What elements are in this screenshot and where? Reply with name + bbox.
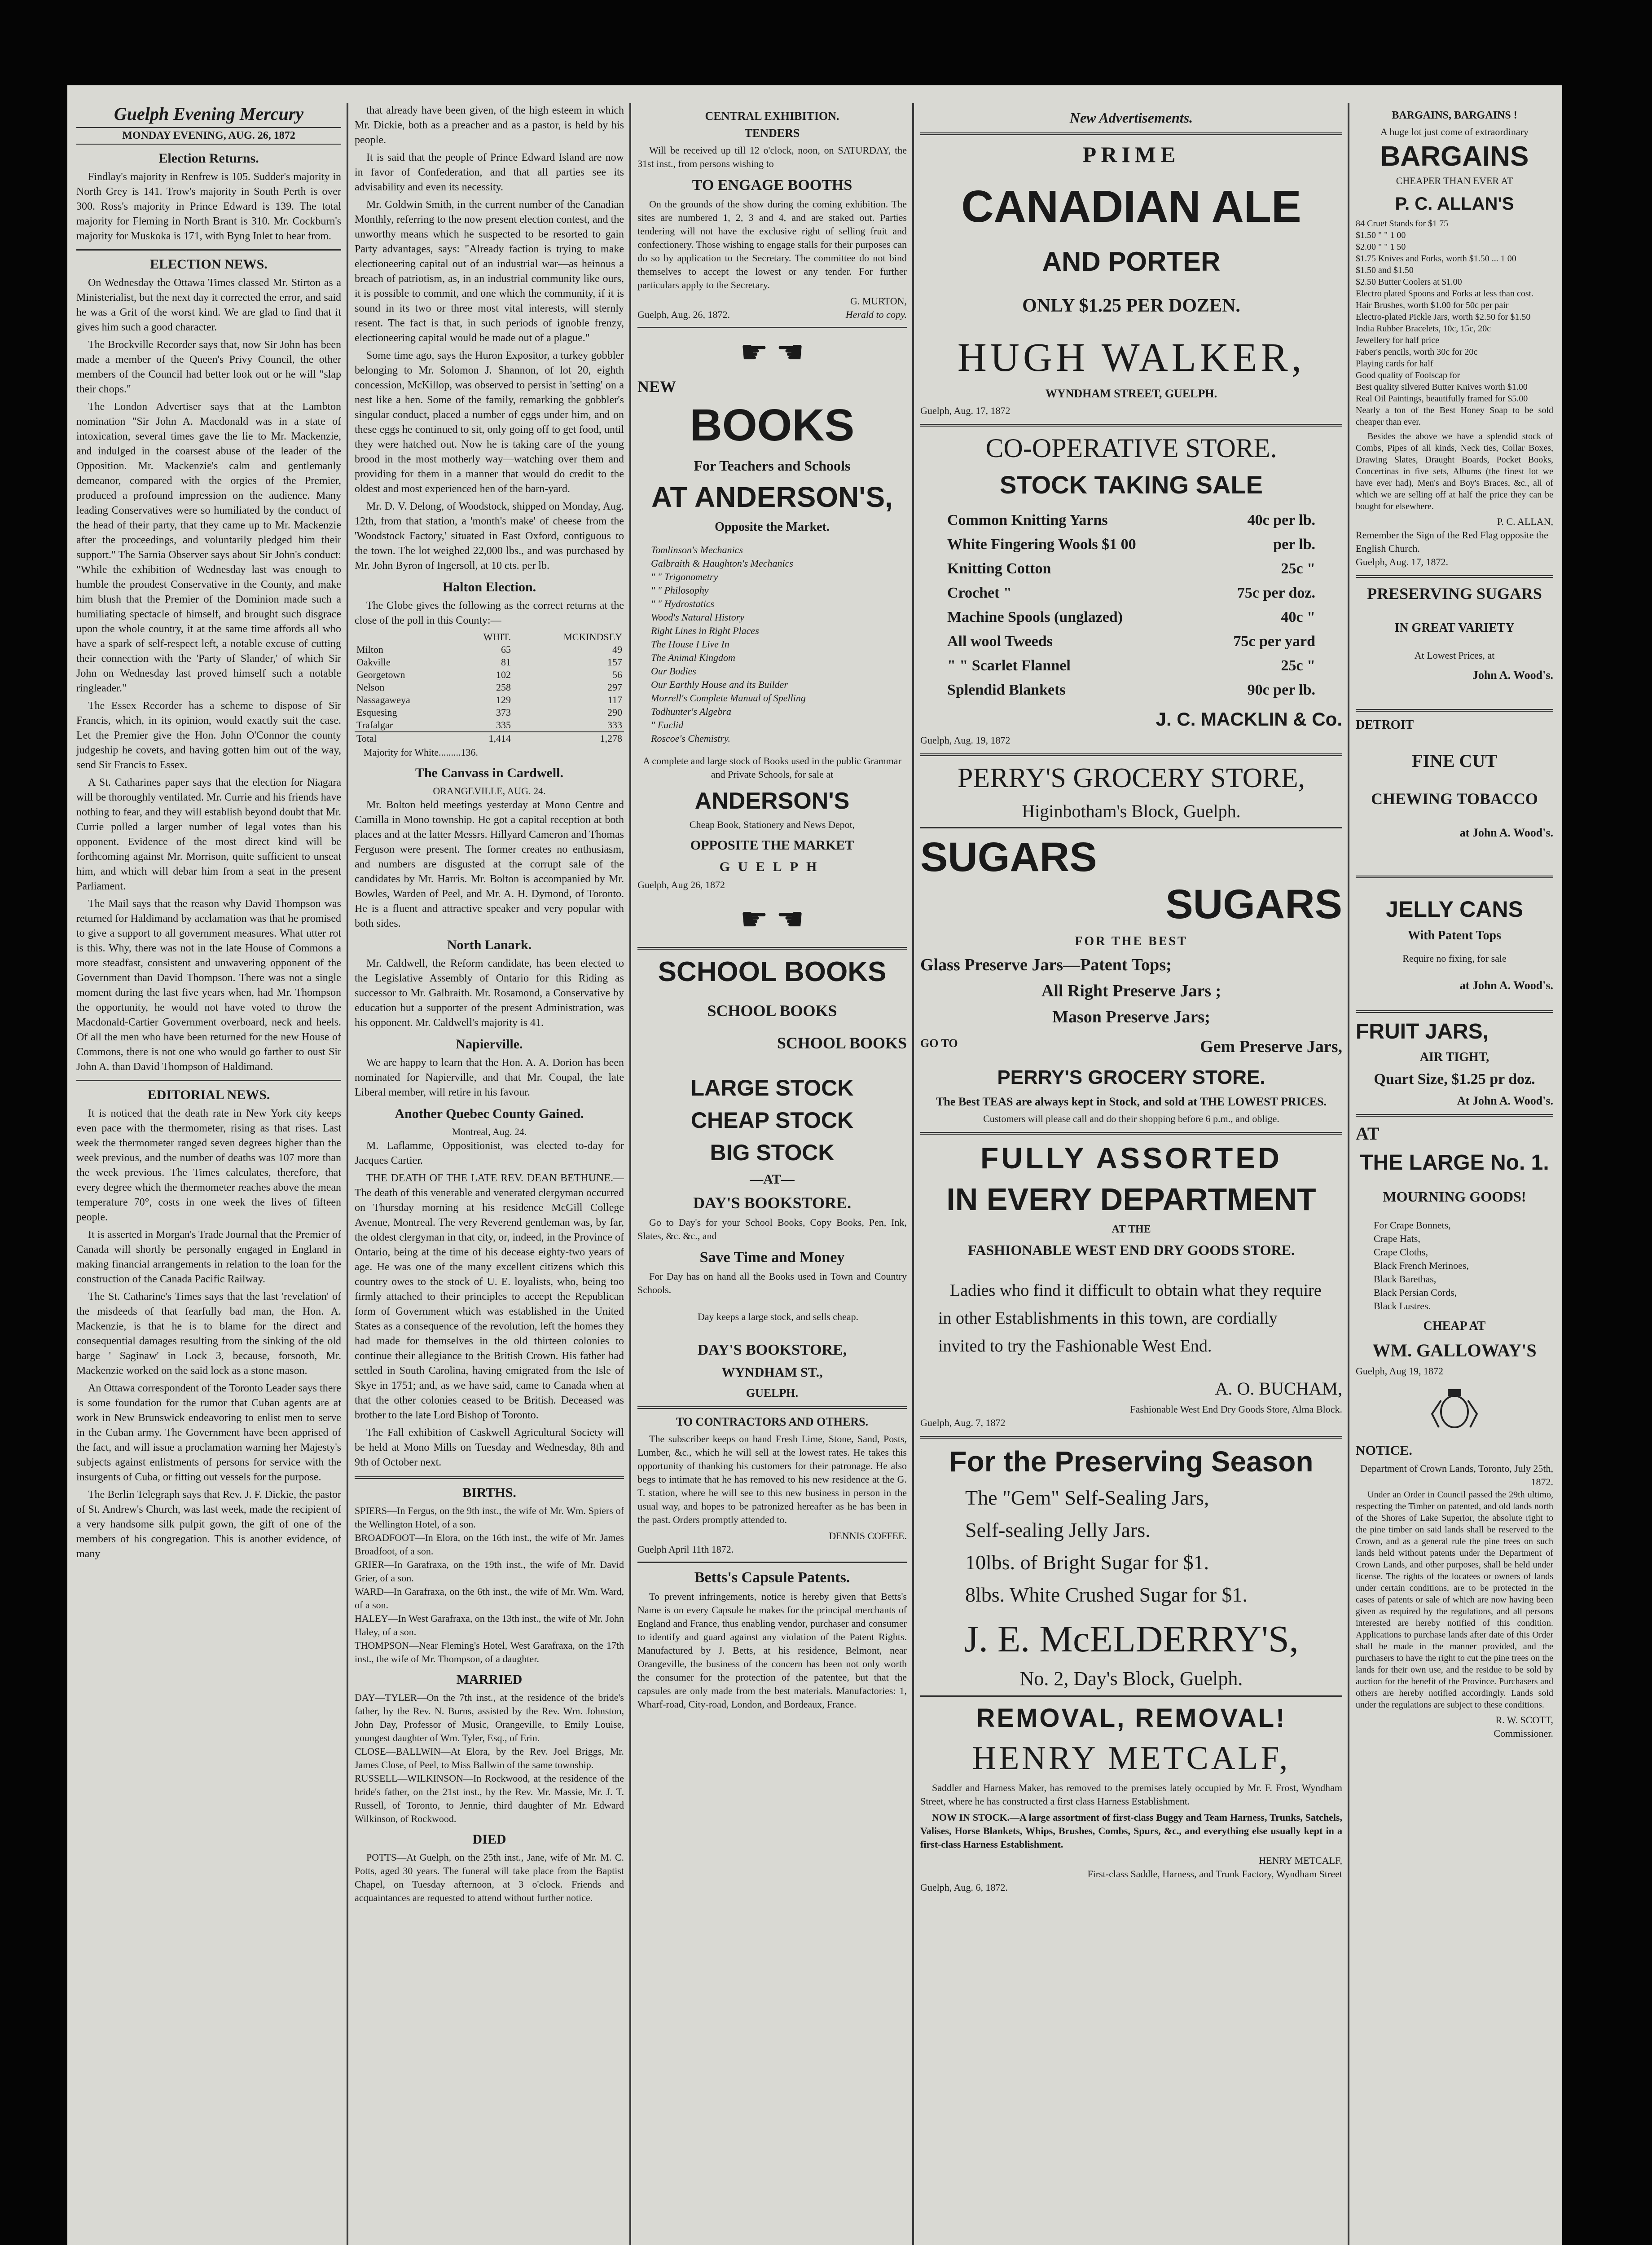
article-paragraph: It is noticed that the death rate in New York city keeps even pace with the thermometer, rising as that rises. Last week the thermometer ranged seven degrees higher than the week previous, and the number of deaths was 107 more than the week previous. The Times calculates, therefore, that every degree which the thermometer reaches above the mean temperature 70°, costs in one week the lives of fifteen people. [76, 1108, 341, 1223]
hand-icon: ☛ ☚ [740, 902, 804, 937]
table-cell: 333 [607, 719, 622, 731]
table-cell: 1,414 [488, 733, 511, 744]
great-variety: IN GREAT VARIETY [1394, 621, 1515, 635]
metcalf-address: First-class Saddle, Harness, and Trunk Factory, Wyndham Street [1087, 1868, 1342, 1880]
table-cell: 117 [607, 694, 622, 705]
table-row [355, 719, 624, 732]
sale-item-price: 75c per doz. [1237, 585, 1315, 601]
quart-size: Quart Size, $1.25 pr doz. [1374, 1071, 1535, 1087]
masthead-dateline: MONDAY EVENING, AUG. 26, 1872 [76, 127, 341, 145]
column-1 [76, 103, 341, 2245]
macklin-date: Guelph, Aug. 19, 1872 [920, 735, 1011, 746]
days-wyndham: WYNDHAM ST., [721, 1365, 823, 1380]
jars-line-2: All Right Preserve Jars ; [1041, 982, 1221, 1000]
chewing-tobacco: CHEWING TOBACCO [1371, 790, 1538, 808]
anderson-name: ANDERSON'S [694, 788, 850, 814]
contractors-text: The subscriber keeps on hand Fresh Lime, Stone, Sand, Posts, Lumber, &c., which he will sell at the lowest rates. He takes this opportunity of thanking his customers for their patronage. He also begs to intimate that he has removed to his new residence at the G. T. station, where he will see to this new business in person in the usual way, and hopes to be patronized hereafter as he has been in the past. Orders promptly attended to. [637, 1433, 907, 1525]
anderson-sub: Cheap Book, Stationery and News Depot, [689, 819, 855, 830]
sugars-2: SUGARS [1165, 881, 1342, 927]
sale-item [947, 557, 1315, 581]
large-stock: LARGE STOCK [690, 1075, 854, 1100]
fully-assorted: FULLY ASSORTED [980, 1141, 1282, 1175]
days-bookstore: DAY'S BOOKSTORE. [693, 1194, 852, 1212]
sale-item-price: 90c per lb. [1247, 682, 1315, 698]
column-rule [347, 103, 348, 2245]
sugars-1: SUGARS [920, 834, 1097, 880]
big-stock: BIG STOCK [710, 1140, 835, 1165]
article-paragraph: The Fall exhibition of Caskwell Agricultural Society will be held at Mono Mills on Tuesday and Wednesday, 8th and 9th of October next. [355, 1427, 624, 1468]
hugh-walker: HUGH WALKER, [957, 335, 1305, 380]
table-cell: 335 [496, 719, 511, 731]
article-paragraph: The Essex Recorder has a scheme to dispose of Sir Francis, which, in its opinion, would exactly suit the case. Let the Premier give the Hon. John O'Connor the county judgeship he covets, and having gotten him out of the way, send Sir Francis to Essex. [76, 700, 341, 771]
at-label: —AT— [750, 1172, 795, 1187]
newspaper-page [67, 85, 1562, 2245]
column-rule [912, 103, 914, 2245]
table-row [355, 643, 624, 656]
table-header: MCKINDSEY [563, 631, 622, 643]
go-to: GO TO [920, 1037, 958, 1050]
contractors-signature: DENNIS COFFEE. [829, 1530, 907, 1541]
for-the-best: FOR THE BEST [1075, 934, 1188, 948]
sale-item-name: Splendid Blankets [947, 682, 1066, 698]
masthead-title: Guelph Evening Mercury [114, 104, 304, 124]
books-subtitle: For Teachers and Schools [694, 458, 851, 474]
royal-arms-icon [1356, 1387, 1553, 1434]
exhibition-heading: CENTRAL EXHIBITION. [705, 110, 839, 123]
cheap-stock: CHEAP STOCK [690, 1108, 854, 1133]
books-store: AT ANDERSON'S, [651, 481, 893, 513]
majority-line: Majority for White.........136. [364, 747, 478, 758]
cheaper-line: CHEAPER THAN EVER AT [1396, 175, 1513, 186]
column-rule [629, 103, 631, 2245]
table-cell: 56 [612, 669, 622, 680]
perry-address: Higinbotham's Block, Guelph. [1022, 801, 1241, 821]
column-3 [637, 103, 907, 2245]
jars-line-3: Mason Preserve Jars; [1052, 1008, 1210, 1026]
school-books-line: SCHOOL BOOKS [707, 1002, 837, 1020]
article-paragraph: M. Laflamme, Oppositionist, was elected to-day for Jacques Cartier. [355, 1140, 624, 1167]
article-paragraph: that already have been given, of the high esteem in which Mr. Dickie, both as a preacher and as a pastor, is held by his people. [355, 105, 624, 146]
days-guelph: GUELPH. [746, 1387, 799, 1400]
books-title: BOOKS [690, 400, 855, 450]
article-paragraph: The Mail says that the reason why David Thompson was returned for Haldimand by acclamation was that he promised to give a support to all government measures. What utter rot is this. Why, there was not in the late House of Commons a more steadfast, consistent and unwavering opponent of the Government than David Thompson. There was not a single moment during the last five years when, had Mr. Thompson the opportunity, he would not have voted to throw the Macdonald-Cartier Government overboard, neck and heels. Of all the men who have been returned for the new House of Commons, there is not one who would go farther to oust Sir John A. than David Thompson of Haldimand. [76, 898, 341, 1073]
tenders-text: Will be received up till 12 o'clock, noon, on SATURDAY, the 31st inst., from persons wishing to [637, 145, 907, 169]
school-books-line: SCHOOL BOOKS [777, 1034, 907, 1052]
table-cell: Nelson [356, 682, 385, 693]
editorial-news-heading: EDITORIAL NEWS. [147, 1087, 270, 1102]
sale-item [947, 533, 1315, 557]
table-header [355, 631, 457, 643]
notice-signature: R. W. SCOTT, [1495, 1714, 1553, 1726]
napierville-heading: Napierville. [456, 1037, 523, 1052]
anderson-date: Guelph, Aug 26, 1872 [637, 879, 725, 890]
books-assort: A complete and large stock of Books used in the public Grammar and Private Schools, for sale at [643, 755, 901, 780]
table-cell: Esquesing [356, 707, 397, 718]
table-row [355, 656, 624, 669]
fruit-jars: FRUIT JARS, [1356, 1020, 1489, 1043]
air-tight: AIR TIGHT, [1419, 1050, 1489, 1064]
require-no-fixing: Require no fixing, for sale [1402, 953, 1507, 964]
sale-item-name: All wool Tweeds [947, 633, 1053, 650]
sale-item [947, 605, 1315, 629]
bucham-address: Fashionable West End Dry Goods Store, Alma Block. [1130, 1404, 1342, 1415]
metcalf-date: Guelph, Aug. 6, 1872. [920, 1882, 1008, 1893]
gem-list [920, 1482, 1342, 1611]
halton-heading: Halton Election. [442, 580, 536, 594]
wood-line: at John A. Wood's. [1459, 826, 1553, 839]
coop-heading: CO-OPERATIVE STORE. [985, 433, 1277, 463]
notice-heading: NOTICE. [1356, 1443, 1412, 1458]
fine-cut: FINE CUT [1411, 751, 1498, 771]
jars-line-1: Glass Preserve Jars—Patent Tops; [920, 955, 1172, 974]
fashionable-store: FASHIONABLE WEST END DRY GOODS STORE. [968, 1242, 1295, 1258]
allan-signature: P. C. ALLAN, [1497, 516, 1553, 527]
preserving-sugars: PRESERVING SUGARS [1367, 585, 1542, 603]
prime-heading: PRIME [1082, 142, 1180, 167]
births-heading: BIRTHS. [462, 1485, 516, 1500]
anderson-opposite: OPPOSITE THE MARKET [690, 838, 854, 853]
article-paragraph: Mr. Bolton held meetings yesterday at Mono Centre and Camilla in Mono township. He got a capital reception at both places and at the latter Messrs. Hillyard Cameron and Thomas Ferguson were present. The former creates no enthusiasm, and numbers are disgusted at the corrupt sale of the candidates by Mr. Harris. Mr. Bolton is accompanied by Mr. Bowles, Warden of Peel, and Mr. A. H. Dymond, of Toronto. He is a fluent and attractive speaker and very popular with both sides. [355, 799, 624, 929]
table-cell: 1,278 [600, 733, 622, 744]
article-paragraph: An Ottawa correspondent of the Toronto Leader says there is some foundation for the rumor that Cuban agents are at work in New Brunswick endeavoring to enlist men to serve in the Cuban army. The Government have been apprised of the fact, and will issue a proclamation warning her Majesty's subjects against enlistments of persons for service with the insurgents of Cuba, or fitting out vessels for the purpose. [76, 1382, 341, 1483]
walker-date: Guelph, Aug. 17, 1872 [920, 405, 1011, 416]
article-paragraph: The Globe gives the following as the correct returns at the close of the poll in this County:— [355, 600, 624, 626]
table-cell: Oakville [356, 656, 391, 668]
allan-date: Guelph, Aug. 17, 1872. [1356, 556, 1448, 568]
table-header: WHIT. [483, 631, 511, 643]
died-heading: DIED [472, 1832, 506, 1847]
bargains-heading: BARGAINS [1380, 141, 1529, 172]
table-cell: 81 [501, 656, 511, 668]
sale-item [947, 678, 1315, 702]
article-paragraph: Mr. Goldwin Smith, in the current number of the Canadian Monthly, referring to the now present election contest, and the unworthy means which he suspected to be resorted to gain Party advantages, says: "Already faction is trying to make electioneering capital out of an industrial war—as heinous a breach of patriotism, as, in an industrial community like ours, it is possible to commit, and one which the community, if it is sound in its two or three most vital interests, will sternly resent. The fact is that, in such periods of ignoble frenzy, electioneering capital would be made out of a plague." [355, 199, 624, 344]
sale-item-price: 40c " [1281, 609, 1315, 625]
perry-store: PERRY'S GROCERY STORE. [997, 1066, 1265, 1088]
table-cell: Nassagaweya [356, 694, 410, 705]
article-paragraph: We are happy to learn that the Hon. A. A. Dorion has been nominated for Napierville, and that Mr. Coupal, the late Liberal member, will retire in his favour. [355, 1057, 624, 1098]
canadian-ale: CANADIAN ALE [961, 181, 1301, 232]
metcalf-text: Saddler and Harness Maker, has removed to the premises lately occupied by Mr. F. Frost, Wyndham Street, where he has constructed a first class Harness Establishment. [920, 1782, 1342, 1807]
jars-line-4: Gem Preserve Jars, [1200, 1037, 1342, 1056]
halton-results-table [355, 631, 624, 745]
quebec-heading: Another Quebec County Gained. [395, 1106, 584, 1121]
table-cell: 373 [496, 707, 511, 718]
quebec-dateline: Montreal, Aug. 24. [452, 1126, 527, 1137]
notice-title: Commissioner. [1494, 1728, 1553, 1739]
wood-line: John A. Wood's. [1472, 669, 1553, 682]
table-cell: Georgetown [356, 669, 405, 680]
gem-line: The "Gem" Self-Sealing Jars, [965, 1486, 1209, 1509]
booths-heading: TO ENGAGE BOOTHS [692, 177, 852, 194]
bargain-text: Besides the above we have a splendid stock of Combs, Pipes of all kinds, Neck ties, Collar Boxes, Drawing Slates, Draught Boards, Pocket Books, Concertinas in five sets, Albums (the finest lot we have ever had), Men's and Boy's Braces, &c., all of which we are selling off at half the price they can be bought for elsewhere. [1356, 431, 1553, 511]
book-list: Tomlinson's Mechanics Galbraith & Haughton's Mechanics " " Trigonometry " " Philosophy " " Hydrostatics Wood's Natural History Right Lines in Right Places The House I Live In The Animal Kingdom Our Bodies Our Earthly House and its Builder Morrell's Complete Manual of Spelling Todhunter's Algebra " Euclid Roscoe's Chemistry. [651, 544, 806, 744]
article-paragraph: Some time ago, says the Huron Expositor, a turkey gobbler belonging to Mr. Solomon J. Shannon, of lot 20, eighth concession, McKillop, was observed to persist in 'setting' on a nest like a hen. Some of the family, remarking the gobbler's singular conduct, placed a number of eggs under him, and on these eggs he continued to sit, only going off to get food, until they were hatched out. Now he is taking care of the young brood in the most motherly way—watching over them and providing for them in a manner that would do credit to the oldest and most experienced hen of the barn-yard. [355, 350, 624, 495]
sale-list [920, 508, 1342, 702]
gem-line: 8lbs. White Crushed Sugar for $1. [965, 1583, 1248, 1606]
sale-item-price: 25c " [1281, 560, 1315, 577]
table-cell: Milton [356, 644, 383, 655]
table-row [355, 669, 624, 681]
jelly-cans: JELLY CANS [1386, 897, 1523, 922]
table-cell: 65 [501, 644, 511, 655]
table-row [355, 694, 624, 706]
article-paragraph: The Berlin Telegraph says that Rev. J. F. Dickie, the pastor of St. Andrew's Church, was last week, made the recipient of a very handsome silk pulpit gown, the gift of one of the members of his congregation. This is another evidence, of many [76, 1489, 341, 1560]
mcelderry-name: J. E. McELDERRY'S, [964, 1618, 1299, 1660]
table-cell: 290 [607, 707, 622, 718]
sale-item-name: White Fingering Wools $1 00 [947, 536, 1136, 553]
article-paragraph: It is said that the people of Prince Edward Island are now in favor of Confederation, and that all parties see its advisability and even its necessity. [355, 152, 624, 193]
column-rule [1348, 103, 1349, 2245]
cheap-at: CHEAP AT [1423, 1319, 1486, 1333]
bargains-sub: A huge lot just come of extraordinary [1380, 126, 1529, 137]
article-paragraph: It is asserted in Morgan's Trade Journal that the Premier of Canada will shortly be personally engaged in England in making financial arrangements in relation to the loan for the construction of the Canada Pacific Railway. [76, 1229, 341, 1285]
betts-text: To prevent infringements, notice is hereby given that Betts's Name is on every Capsule he makes for the principal merchants of England and France, thus enabling vendor, purchaser and consumer to identify and guard against any violation of the Patent Rights. Manufactured by J. Betts, at his residence, Belmont, near Orangeville, the business of the concern has been not only worth the consumer for the protection of the patentee, but that the capsules are only made from the best materials. Manufactories: 1, Wharf-road, City-road, London, and Bordeaux, France. [637, 1591, 907, 1710]
patent-tops: With Patent Tops [1408, 929, 1501, 942]
detroit: DETROIT [1356, 718, 1414, 732]
books-opposite: Opposite the Market. [715, 520, 830, 534]
ale-price: ONLY $1.25 PER DOZEN. [1022, 295, 1240, 316]
lowest-prices: At Lowest Prices, at [1414, 650, 1495, 661]
article-paragraph: The Brockville Recorder says that, now Sir John has been made a member of the Queen's Privy Council, the other members of the Council had better look out or he will "slap their chops." [76, 339, 341, 395]
article-paragraph: THE DEATH OF THE LATE REV. DEAN BETHUNE.—The death of this venerable and venerated clergyman occurred on Thursday morning at his residence McGill College Avenue, Montreal. The very Reverend gentleman was, by far, the oldest clergyman in that city, or, indeed, in the Province of Ontario, being at the time of his decease eighty-two years of age. He was one of the many excellent citizens which this country owes to the stock of U. E. loyalists, who, being too firmly attached to their principles to accept the Republican form of Government which was established in the United States as a consequence of the revolution, left the homes they had made for themselves in the old thirteen colonies to continue their allegiance to the British Crown. His father had settled in South Carolina, having emigrated from the Isle of Skye in 1751; and, as we have said, came to Canada when at that the other colonies ceased to be British. Deceased was brother to the late Lord Bishop of Toronto. [355, 1172, 624, 1421]
customers-line: Customers will please call and do their shopping before 6 p.m., and oblige. [983, 1113, 1279, 1124]
books-new: NEW [637, 378, 677, 396]
sale-item-name: " " Scarlet Flannel [947, 657, 1071, 674]
at-the: AT THE [1112, 1224, 1151, 1235]
galloway-date: Guelph, Aug 19, 1872 [1356, 1365, 1443, 1377]
sale-item-price: 40c per lb. [1247, 512, 1315, 528]
bucham-date: Guelph, Aug. 7, 1872 [920, 1417, 1006, 1428]
allan-name: P. C. ALLAN'S [1395, 194, 1514, 214]
days-text: Go to Day's for your School Books, Copy Books, Pen, Ink, Slates, &c. &c., and [637, 1217, 907, 1241]
election-returns-heading: Election Returns. [158, 151, 259, 166]
notice-dept: Department of Crown Lands, Toronto, July 25th, 1872. [1360, 1463, 1553, 1488]
every-department: IN EVERY DEPARTMENT [946, 1182, 1316, 1217]
sale-item [947, 508, 1315, 533]
metcalf-signature: HENRY METCALF, [1259, 1855, 1342, 1866]
sale-item [947, 629, 1315, 654]
hand-icon: ☛ ☚ [740, 335, 804, 370]
article-paragraph: A St. Catharines paper says that the election for Niagara will be thoroughly ventilated. Mr. Currie and his friends have nothing to fear, and they will establish beyond doubt that Mr. Currie polled a larger number of legal votes than his opponent. Evidence of the most direct kind will be forthcoming against Mr. Morrison, quite sufficient to unseat him, and which will debar him from a seat in the present Parliament. [76, 777, 341, 892]
bargains-top: BARGAINS, BARGAINS ! [1392, 110, 1517, 121]
election-returns-text: Findlay's majority in Renfrew is 105. Sudder's majority in North Grey is 141. Trow's majority in South Perth is over 300. Ross's majority in Prince Edward is 139. The total majority for Fleming in North Brant is 310. Mr. Cockburn's majority for Muskoka is 171, with Byng Inlet to hear from. [76, 171, 341, 242]
large-no-1: THE LARGE No. 1. [1360, 1151, 1549, 1175]
days-bookstore-2: DAY'S BOOKSTORE, [697, 1342, 847, 1358]
article-paragraph: The St. Catharine's Times says that the last 'revelation' of the misdeeds of that fearfully bad man, the Hon. A. Mackenzie, is that he is to blame for the direct and consequential damages resulting from the sinking of the old barge ' Saginaw' in Lock 3, because, forsooth, Mr. Mackenzie worked on the said lock as a stone mason. [76, 1291, 341, 1377]
save-time: Save Time and Money [699, 1249, 845, 1266]
sale-item-price: 25c " [1281, 657, 1315, 674]
contractors-heading: TO CONTRACTORS AND OTHERS. [676, 1415, 869, 1428]
anderson-guelph: GUELPH [719, 859, 825, 874]
contractors-date: Guelph April 11th 1872. [637, 1544, 734, 1555]
table-cell: 297 [607, 682, 622, 693]
cardwell-dateline: ORANGEVILLE, AUG. 24. [433, 785, 546, 797]
bucham-name: A. O. BUCHAM, [1215, 1378, 1342, 1399]
election-news-heading: ELECTION NEWS. [150, 257, 268, 272]
table-cell: 49 [612, 644, 622, 655]
table-cell: 102 [496, 669, 511, 680]
article-paragraph: On Wednesday the Ottawa Times classed Mr. Stirton as a Ministerialist, but the next day it corrected the error, and said he was a Grit of the worst kind. We are glad to find that it gives him such a good character. [76, 277, 341, 333]
removal-heading: REMOVAL, REMOVAL! [976, 1704, 1287, 1733]
ladies-text: Ladies who find it difficult to obtain what they require in other Establishments in this town, are cordially invited to try the Fashionable West End. [938, 1281, 1322, 1356]
tenders-heading: TENDERS [744, 127, 800, 140]
table-cell: Total [356, 733, 377, 744]
tenders-signature: G. MURTON, [850, 295, 907, 307]
tenders-herald: Herald to copy. [845, 309, 907, 320]
betts-heading: Betts's Capsule Patents. [694, 1569, 850, 1586]
teas-line: The Best TEAS are always kept in Stock, and sold at THE LOWEST PRICES. [936, 1095, 1327, 1108]
wood-line: At John A. Wood's. [1457, 1094, 1553, 1107]
gem-line: Self-sealing Jelly Jars. [965, 1519, 1151, 1541]
metcalf-stock: NOW IN STOCK.—A large assortment of first-class Buggy and Team Harness, Trunks, Satchels, Valises, Horse Blankets, Whips, Brushes, Combs, Spurs, &c., and everything else usually kept in a first-class Harness Establishment. [920, 1812, 1342, 1850]
sale-item-price: per lb. [1273, 536, 1315, 553]
gem-line: 10lbs. of Bright Sugar for $1. [965, 1551, 1209, 1574]
sale-item [947, 581, 1315, 605]
days-text: For Day has on hand all the Books used in Town and Country Schools. [637, 1271, 907, 1295]
article-paragraph: Mr. Caldwell, the Reform candidate, has been elected to the Legislative Assembly of Ontario for this Riding as successor to Mr. Galbraith. Mr. Rosamond, a Conservative by education but a supporter of the present Administration, was his opponent. Mr. Caldwell's majority is 41. [355, 958, 624, 1029]
mcelderry-address: No. 2, Day's Block, Guelph. [1019, 1668, 1243, 1690]
column-2 [355, 103, 624, 2245]
stock-taking-sale: STOCK TAKING SALE [1000, 471, 1263, 499]
table-total-row [355, 732, 624, 745]
births-text: SPIERS—In Fergus, on the 9th inst., the wife of Mr. Wm. Spiers of the Wellington Hotel, of a son. BROADFOOT—In Elora, on the 16th inst., the wife of Mr. James Broadfoot, of a son. GRIER—In Garafraxa, on the 19th inst., the wife of Mr. David Grier, of a son. WARD—In Garafraxa, on the 6th inst., the wife of Mr. Wm. Ward, of a son. HALEY—In West Garafraxa, on the 13th inst., the wife of Mr. John Haley, of a son. THOMPSON—Near Fleming's Hotel, West Garafraxa, on the 17th inst., the wife of Mr. Thompson, of a daughter. [355, 1505, 624, 1664]
mourning-goods: MOURNING GOODS! [1383, 1189, 1526, 1205]
table-row [355, 706, 624, 719]
walker-address: WYNDHAM STREET, GUELPH. [1045, 387, 1217, 400]
wood-line: at John A. Wood's. [1459, 979, 1553, 992]
married-heading: MARRIED [456, 1672, 523, 1687]
mourning-list: For Crape Bonnets, Crape Hats, Crape Cloths, Black French Merinoes, Black Barethas, Black Persian Cords, Black Lustres. [1374, 1219, 1469, 1312]
macklin-name: J. C. MACKLIN & Co. [1156, 709, 1342, 730]
allan-remember: Remember the Sign of the Red Flag opposite the English Church. [1356, 529, 1548, 554]
at-label: AT [1356, 1123, 1380, 1144]
new-advertisements-heading: New Advertisements. [1069, 110, 1193, 126]
married-text: DAY—TYLER—On the 7th inst., at the residence of the bride's father, by the Rev. N. Burns, assisted by the Rev. Wm. Johnston, John Day, Professor of Music, Orangeville, to Emily Louise, youngest daughter of Wm. Tyler, Esq., of Erin. CLOSE—BALLWIN—At Elora, by the Rev. Joel Briggs, Mr. James Close, of Peel, to Miss Ballwin of the same township. RUSSELL—WILKINSON—In Rockwood, at the residence of the bride's father, on the 21st inst., by the Rev. Mr. Massie, Mr. J. T. Russell, of Toronto, to Jennie, third daughter of Mr. Edward Wilkinson, of Rockwood. [355, 1692, 624, 1824]
days-text: Day keeps a large stock, and sells cheap. [697, 1311, 859, 1322]
table-cell: 157 [607, 656, 622, 668]
sale-item-name: Crochet " [947, 585, 1012, 601]
table-cell: 129 [496, 694, 511, 705]
column-4 [920, 103, 1342, 2245]
article-paragraph: Mr. D. V. Delong, of Woodstock, shipped on Monday, Aug. 12th, from that station, a 'month's make' of cheese from the 'Woodstock Factory,' situated in East Oxford, contiguous to the town. The lot weighed 22,000 lbs., and was purchased by Mr. John Byron of Ingersoll, at 10 cts. per lb. [355, 501, 624, 572]
perry-heading: PERRY'S GROCERY STORE, [957, 763, 1305, 793]
and-porter: AND PORTER [1042, 247, 1221, 277]
sale-item-name: Machine Spools (unglazed) [947, 609, 1123, 625]
sale-item [947, 654, 1315, 678]
notice-text: Under an Order in Council passed the 29th ultimo, respecting the Timber on patented, and old lands north of the Shores of Lake Superior, the absolute right to the pine timber on said lands shall be reserved to the Crown, and as a general rule the pine trees on such lands held without patents under the Department of Crown Lands, and other purposes, shall be held under license. The rights of the locatees or owners of lands under certain conditions, are to be protected in the cases of patents or sale of which are now having been given as required by the regulations, and all persons interested are hereby notified of this condition. Applications to purchase lands after date of this Order shall be made in the manner provided, and the purchasers to have the right to cut the pine trees on the lands for their own use, and the residue to be sold by auction for the benefit of the Province. Purchasers and others are hereby notified accordingly. Lands sold under the regulations are subject to these conditions. [1356, 1490, 1553, 1710]
sale-item-name: Knitting Cotton [947, 560, 1051, 577]
sale-item-name: Common Knitting Yarns [947, 512, 1108, 528]
lanark-heading: North Lanark. [447, 938, 532, 952]
tenders-date: Guelph, Aug. 26, 1872. [637, 309, 730, 320]
sale-item-price: 75c per yard [1233, 633, 1315, 650]
school-books-title: SCHOOL BOOKS [658, 956, 887, 987]
table-row [355, 681, 624, 694]
died-text: POTTS—At Guelph, on the 25th inst., Jane, wife of Mr. M. C. Potts, aged 30 years. The funeral will take place from the Baptist Chapel, on Tuesday afternoon, at 3 o'clock. Friends and acquaintances are requested to attend without further notice. [355, 1852, 624, 1903]
table-cell: 258 [496, 682, 511, 693]
cardwell-heading: The Canvass in Cardwell. [415, 766, 564, 780]
metcalf-name: HENRY METCALF, [972, 1740, 1291, 1777]
bargain-list: 84 Cruet Stands for $1 75 $1.50 " " 1 00 $2.00 " " 1 50 $1.75 Knives and Forks, worth $1.50 ... 1 00 $1.50 and $1.50 $2.50 Butter Coolers at $1.00 Electro plated Spoons and Forks at less than cost. Hair Brushes, worth $1.00 for 50c per pair Electro-plated Pickle Jars, worth $2.50 for $1.50 India Rubber Bracelets, 10c, 15c, 20c Jewellery for half price Faber's pencils, worth 30c for 20c Playing cards for half Good quality of Foolscap for Best quality silvered Butter Knives worth $1.00 Real Oil Paintings, beautifully framed for $5.00 Nearly a ton of the Best Honey Soap to be sold cheaper than ever. [1356, 219, 1553, 427]
article-paragraph: The London Advertiser says that at the Lambton nomination "Sir John A. Macdonald was in a state of intoxication, several times gave the lie to Mr. Mackenzie, and indulged in the coarsest abuse of the leader of the Opposition. Mr. Mackenzie's calm and gentlemanly demeanor, compared with the orgies of the Premier, produced a profound impression on the audience. Many leading Conservatives were so humiliated by the conduct of the head of their party, that they came up to Mr. Mackenzie after the proceedings, and voluntarily pledged him their support." The Sarnia Observer says about Sir John's conduct: "While the exhibition of Wednesday last was enough to humble the proudest Conservative in the County, and make him blush that the Premier of the Dominion made such a humiliating spectacle of himself, and brought such disgrace upon the whole country, it at the same time affords all who have a spark of self-respect left, a notable excuse of cutting their connection with the 'Party of Slander,' of which Sir John on Wednesday last proved himself such a notable ringleader." [76, 401, 341, 694]
table-cell: Trafalgar [356, 719, 393, 731]
column-5 [1356, 103, 1553, 2245]
tenders-text: On the grounds of the show during the coming exhibition. The sites are numbered 1, 2, 3 and 4, and are staked out. Parties tendering will not have the exclusive right of selling fruit and confectionery. Those wishing to engage stalls for their purposes can do so by application to the Secretary. The committee do not bind themselves to accept the lowest or any tender. For further particulars apply to the Secretary. [637, 198, 907, 291]
preserving-season: For the Preserving Season [949, 1445, 1314, 1478]
galloway-name: WM. GALLOWAY'S [1372, 1340, 1537, 1360]
